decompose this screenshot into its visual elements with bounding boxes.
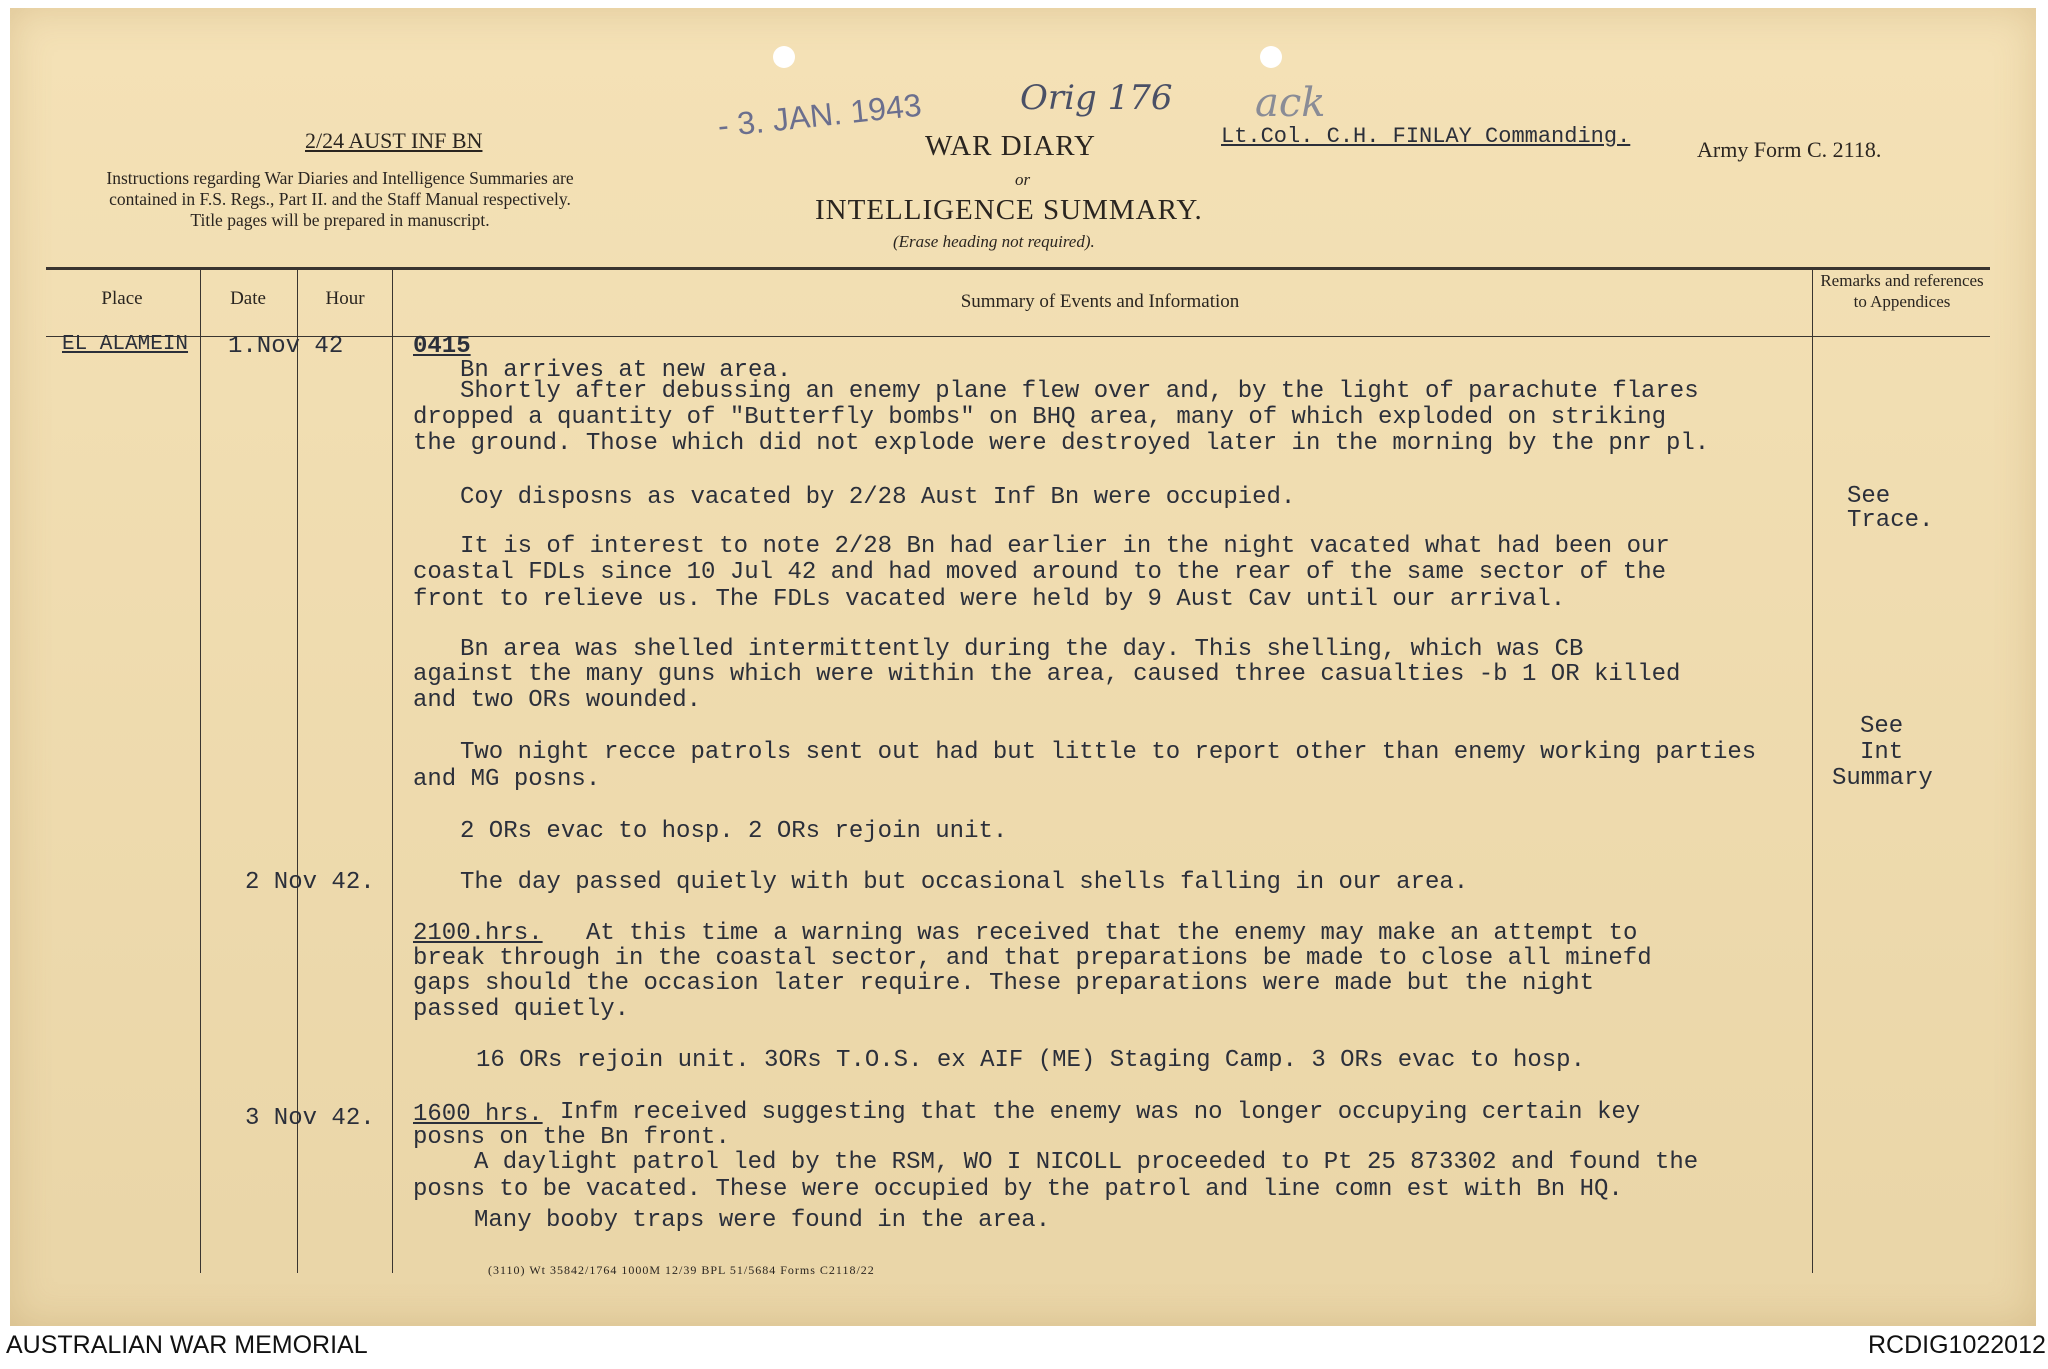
- col-header-remarks: Remarks and references to Appendices: [1820, 271, 1984, 311]
- summary-line: dropped a quantity of "Butterfly bombs" on BHQ area, many of which exploded on striking: [413, 404, 1667, 431]
- punch-hole-right: [1260, 46, 1282, 68]
- punch-hole-left: [773, 46, 795, 68]
- summary-line: and two ORs wounded.: [413, 687, 702, 714]
- remark-int-summary-2: Int: [1860, 739, 1904, 766]
- date-stamp: - 3. JAN. 1943: [716, 86, 924, 144]
- time-0415: 0415: [413, 333, 471, 360]
- title-or: or: [1015, 170, 1031, 189]
- summary-line: Coy disposns as vacated by 2/28 Aust Inf Bn were occupied.: [460, 484, 1296, 511]
- time-1600: 1600 hrs.: [413, 1101, 543, 1128]
- summary-line: At this time a warning was received that the enemy may make an attempt to: [586, 920, 1638, 947]
- col-rule-1: [200, 268, 201, 1273]
- summary-line: Two night recce patrols sent out had but little to report other than enemy working parties: [460, 739, 1757, 766]
- col-header-place: Place: [101, 288, 143, 309]
- summary-line: the ground. Those which did not explode were destroyed later in the morning by the pnr pl.: [413, 430, 1710, 457]
- summary-line: gaps should the occasion later require. These preparations were made but the night: [413, 970, 1594, 997]
- time-2100: 2100.hrs.: [413, 920, 543, 947]
- archive-caption: AUSTRALIAN WAR MEMORIAL: [6, 1331, 368, 1359]
- place-el-alamein: EL ALAMEIN: [62, 333, 189, 356]
- commanding-officer: Lt.Col. C.H. FINLAY Commanding.: [1221, 124, 1631, 149]
- col-header-date: Date: [230, 288, 266, 309]
- title-intelligence-summary: INTELLIGENCE SUMMARY.: [815, 194, 1203, 226]
- erase-note: (Erase heading not required).: [893, 232, 1095, 251]
- title-war-diary: WAR DIARY: [925, 130, 1096, 162]
- remark-int-summary-3: Summary: [1832, 765, 1933, 792]
- remark-see-trace-2: Trace.: [1847, 507, 1934, 534]
- summary-line: 2 ORs evac to hosp. 2 ORs rejoin unit.: [460, 818, 1008, 845]
- summary-line: passed quietly.: [413, 996, 630, 1023]
- summary-line: coastal FDLs since 10 Jul 42 and had moved around to the rear of the same sector of the: [413, 559, 1667, 586]
- summary-line: Shortly after debussing an enemy plane flew over and, by the light of parachute flares: [460, 378, 1699, 405]
- summary-line: front to relieve us. The FDLs vacated were held by 9 Aust Cav until our arrival.: [413, 586, 1566, 613]
- col-rule-4: [1812, 268, 1813, 1273]
- remark-see-trace-1: See: [1847, 483, 1891, 510]
- archive-id: RCDIG1022012: [1868, 1331, 2046, 1359]
- summary-line: Bn arrives at new area.: [460, 357, 792, 384]
- summary-line: posns on the Bn front.: [413, 1124, 730, 1151]
- col-rule-3: [392, 268, 393, 1273]
- date-1-nov: 1.Nov 42: [228, 333, 344, 360]
- summary-line: Bn area was shelled intermittently during the day. This shelling, which was CB: [460, 636, 1584, 663]
- unit-name: 2/24 AUST INF BN: [305, 128, 483, 153]
- summary-line: A daylight patrol led by the RSM, WO I NICOLL proceeded to Pt 25 873302 and found the: [474, 1149, 1699, 1176]
- summary-line: break through in the coastal sector, and that preparations be made to close all minefd: [413, 945, 1652, 972]
- summary-line: The day passed quietly with but occasional shells falling in our area.: [460, 869, 1469, 896]
- table-top-rule: [46, 267, 1990, 270]
- form-id: Army Form C. 2118.: [1697, 137, 1882, 162]
- date-3-nov: 3 Nov 42.: [245, 1105, 375, 1132]
- print-code: (3110) Wt 35842/1764 1000M 12/39 BPL 51/5684 Forms C2118/22: [488, 1263, 875, 1277]
- remark-int-summary-1: See: [1860, 713, 1904, 740]
- summary-line: 16 ORs rejoin unit. 3ORs T.O.S. ex AIF (ME) Staging Camp. 3 ORs evac to hosp.: [476, 1047, 1585, 1074]
- summary-line: It is of interest to note 2/28 Bn had earlier in the night vacated what had been our: [460, 533, 1670, 560]
- instructions-note: Instructions regarding War Diaries and Intelligence Summaries are contained in F.S. Regs., Part II. and the Staff Manual respectively. Title pages will be prepared in manuscript.: [106, 168, 574, 230]
- summary-line: and MG posns.: [413, 766, 601, 793]
- handwritten-orig: Orig 176: [1020, 78, 1173, 118]
- col-header-hour: Hour: [325, 288, 365, 309]
- summary-line: Infm received suggesting that the enemy was no longer occupying certain key: [560, 1099, 1641, 1126]
- handwritten-ack: ack: [1255, 80, 1326, 126]
- summary-line: posns to be vacated. These were occupied by the patrol and line comn est with Bn HQ.: [413, 1176, 1623, 1203]
- col-header-summary: Summary of Events and Information: [960, 291, 1240, 312]
- date-2-nov: 2 Nov 42.: [245, 869, 375, 896]
- summary-line: against the many guns which were within the area, caused three casualties -b 1 OR killed: [413, 661, 1681, 688]
- summary-line: Many booby traps were found in the area.: [474, 1207, 1051, 1234]
